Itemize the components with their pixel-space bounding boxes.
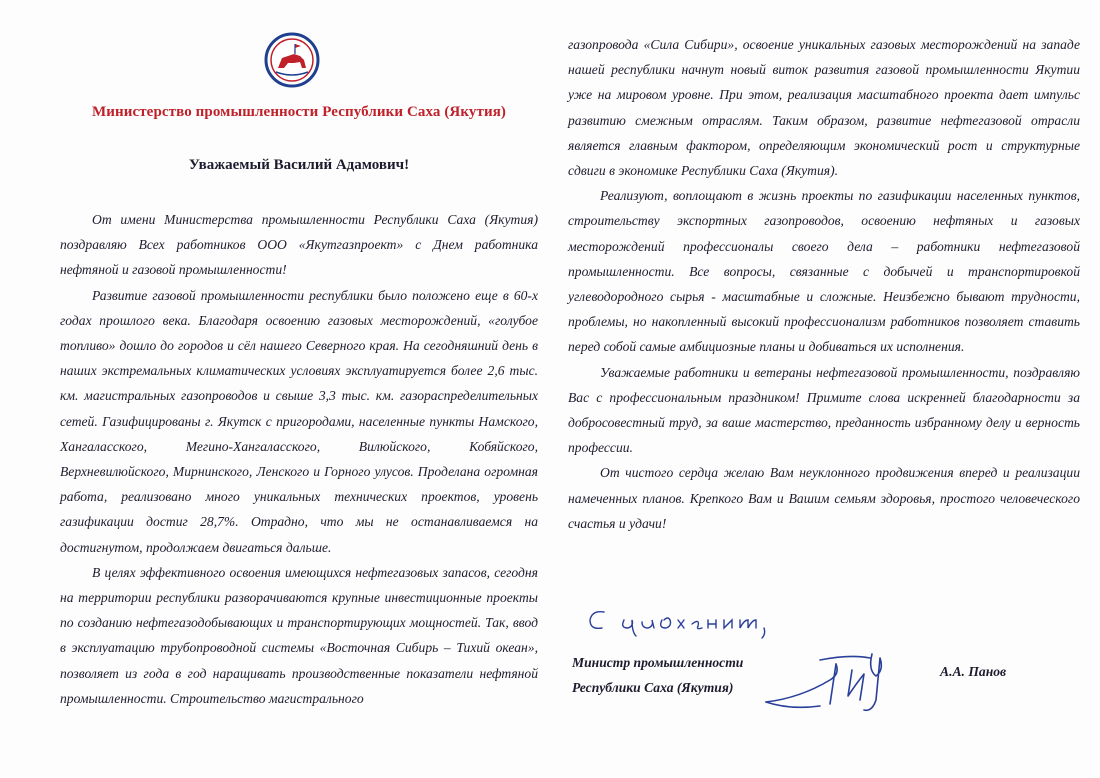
signatory-title bbox=[572, 650, 743, 700]
paragraph-history: Развитие газовой промышленности республики было положено еще в 60-х годах прошлого века. Благодаря освоению газовых месторождений, «голубое топливо» дошло до городов и сёл нашего Северного края. На сегодняшний день в наших экстремальных климатических условиях эксплуатируется более 2,6 тыс. км. магистральных газопроводов и свыше 3,3 тыс. км. газораспределительных сетей. Газифицированы г. Якутск с пригородами, населенные пункты Намского, Хангаласского, Мегино-Хангаласского, Вилюйского, Кобяйского, Верхневилюйского, Мирнинского, Ленского и Горного улусов. Проделана огромная работа, реализовано много уникальных технических проектов, уровень газификации достиг 28,7%. Отрадно, что мы не останавливаемся на достигнутом, продолжаем двигаться дальше. bbox=[60, 287, 538, 555]
paragraph-congratulation: Уважаемые работники и ветераны нефтегазовой промышленности, поздравляю Вас с профессиональным праздником! Примите слова искренней благодарности за добросовестный труд, за ваше мастерство, преданность избранному делу и верность профессии. bbox=[568, 364, 1080, 456]
paragraph-professionals: Реализуют, воплощают в жизнь проекты по газификации населенных пунктов, строительству экспортных газопроводов, освоению нефтяных и газовых месторождений профессионалы своего дела – работники нефтегазовой промышленности. Все вопросы, связанные с добычей и транспортировкой углеводородного сырья - масштабные и сложные. Неизбежно бывают трудности, проблемы, но накопленный высокий профессионализм работников позволяет ставить перед собой самые амбициозные планы и добиваться их исполнения. bbox=[568, 188, 1080, 355]
handwritten-signature bbox=[760, 640, 920, 720]
ministry-name: Министерство промышленности Республики Саха (Якутия) bbox=[91, 104, 507, 120]
right-body bbox=[568, 32, 1080, 536]
signatory-title-line2: Республики Саха (Якутия) bbox=[572, 680, 734, 695]
left-text-column bbox=[60, 0, 538, 778]
paragraph-projects: В целях эффективного освоения имеющихся нефтегазовых запасов, сегодня на территории республики разворачиваются крупные инвестиционные проекты по созданию нефтегазодобывающих и транспортирующих мощностей. Так, ввод в эксплуатацию трубопроводной системы «Восточная Сибирь – Тихий океан», позволяет из года в год наращивать производственные показатели нефтяной промышленности. Строительство магистрального bbox=[60, 564, 538, 706]
handwritten-closing bbox=[584, 598, 794, 646]
signatory-title-line1: Министр промышленности bbox=[572, 655, 744, 670]
signatory-name: А.А. Панов bbox=[940, 664, 1007, 679]
paragraph-greeting: От имени Министерства промышленности Республики Саха (Якутия) поздравляю Всех работников ООО «Якутгазпроект» с Днем работника нефтяной и газовой промышленности! bbox=[60, 212, 538, 278]
left-body bbox=[60, 207, 538, 711]
paragraph-continuation: газопровода «Сила Сибири», освоение уникальных газовых месторождений на западе нашей республики начнут новый виток развития газовой промышленности Якутии уже на мировом уровне. При этом, реализация масштабного проекта дает импульс развитию смежным отраслям. Таким образом, развитие нефтегазовой отрасли является главным фактором, определяющим экономический рост и структурные сдвиги в экономике Республики Саха (Якутия). bbox=[568, 37, 1080, 179]
paragraph-wishes: От чистого сердца желаю Вам неуклонного продвижения вперед и реализации намеченных планов. Крепкого Вам и Вашим семьям здоровья, простого человеческого счастья и удачи! bbox=[568, 465, 1080, 531]
salutation: Уважаемый Василий Адамович! bbox=[188, 157, 410, 173]
